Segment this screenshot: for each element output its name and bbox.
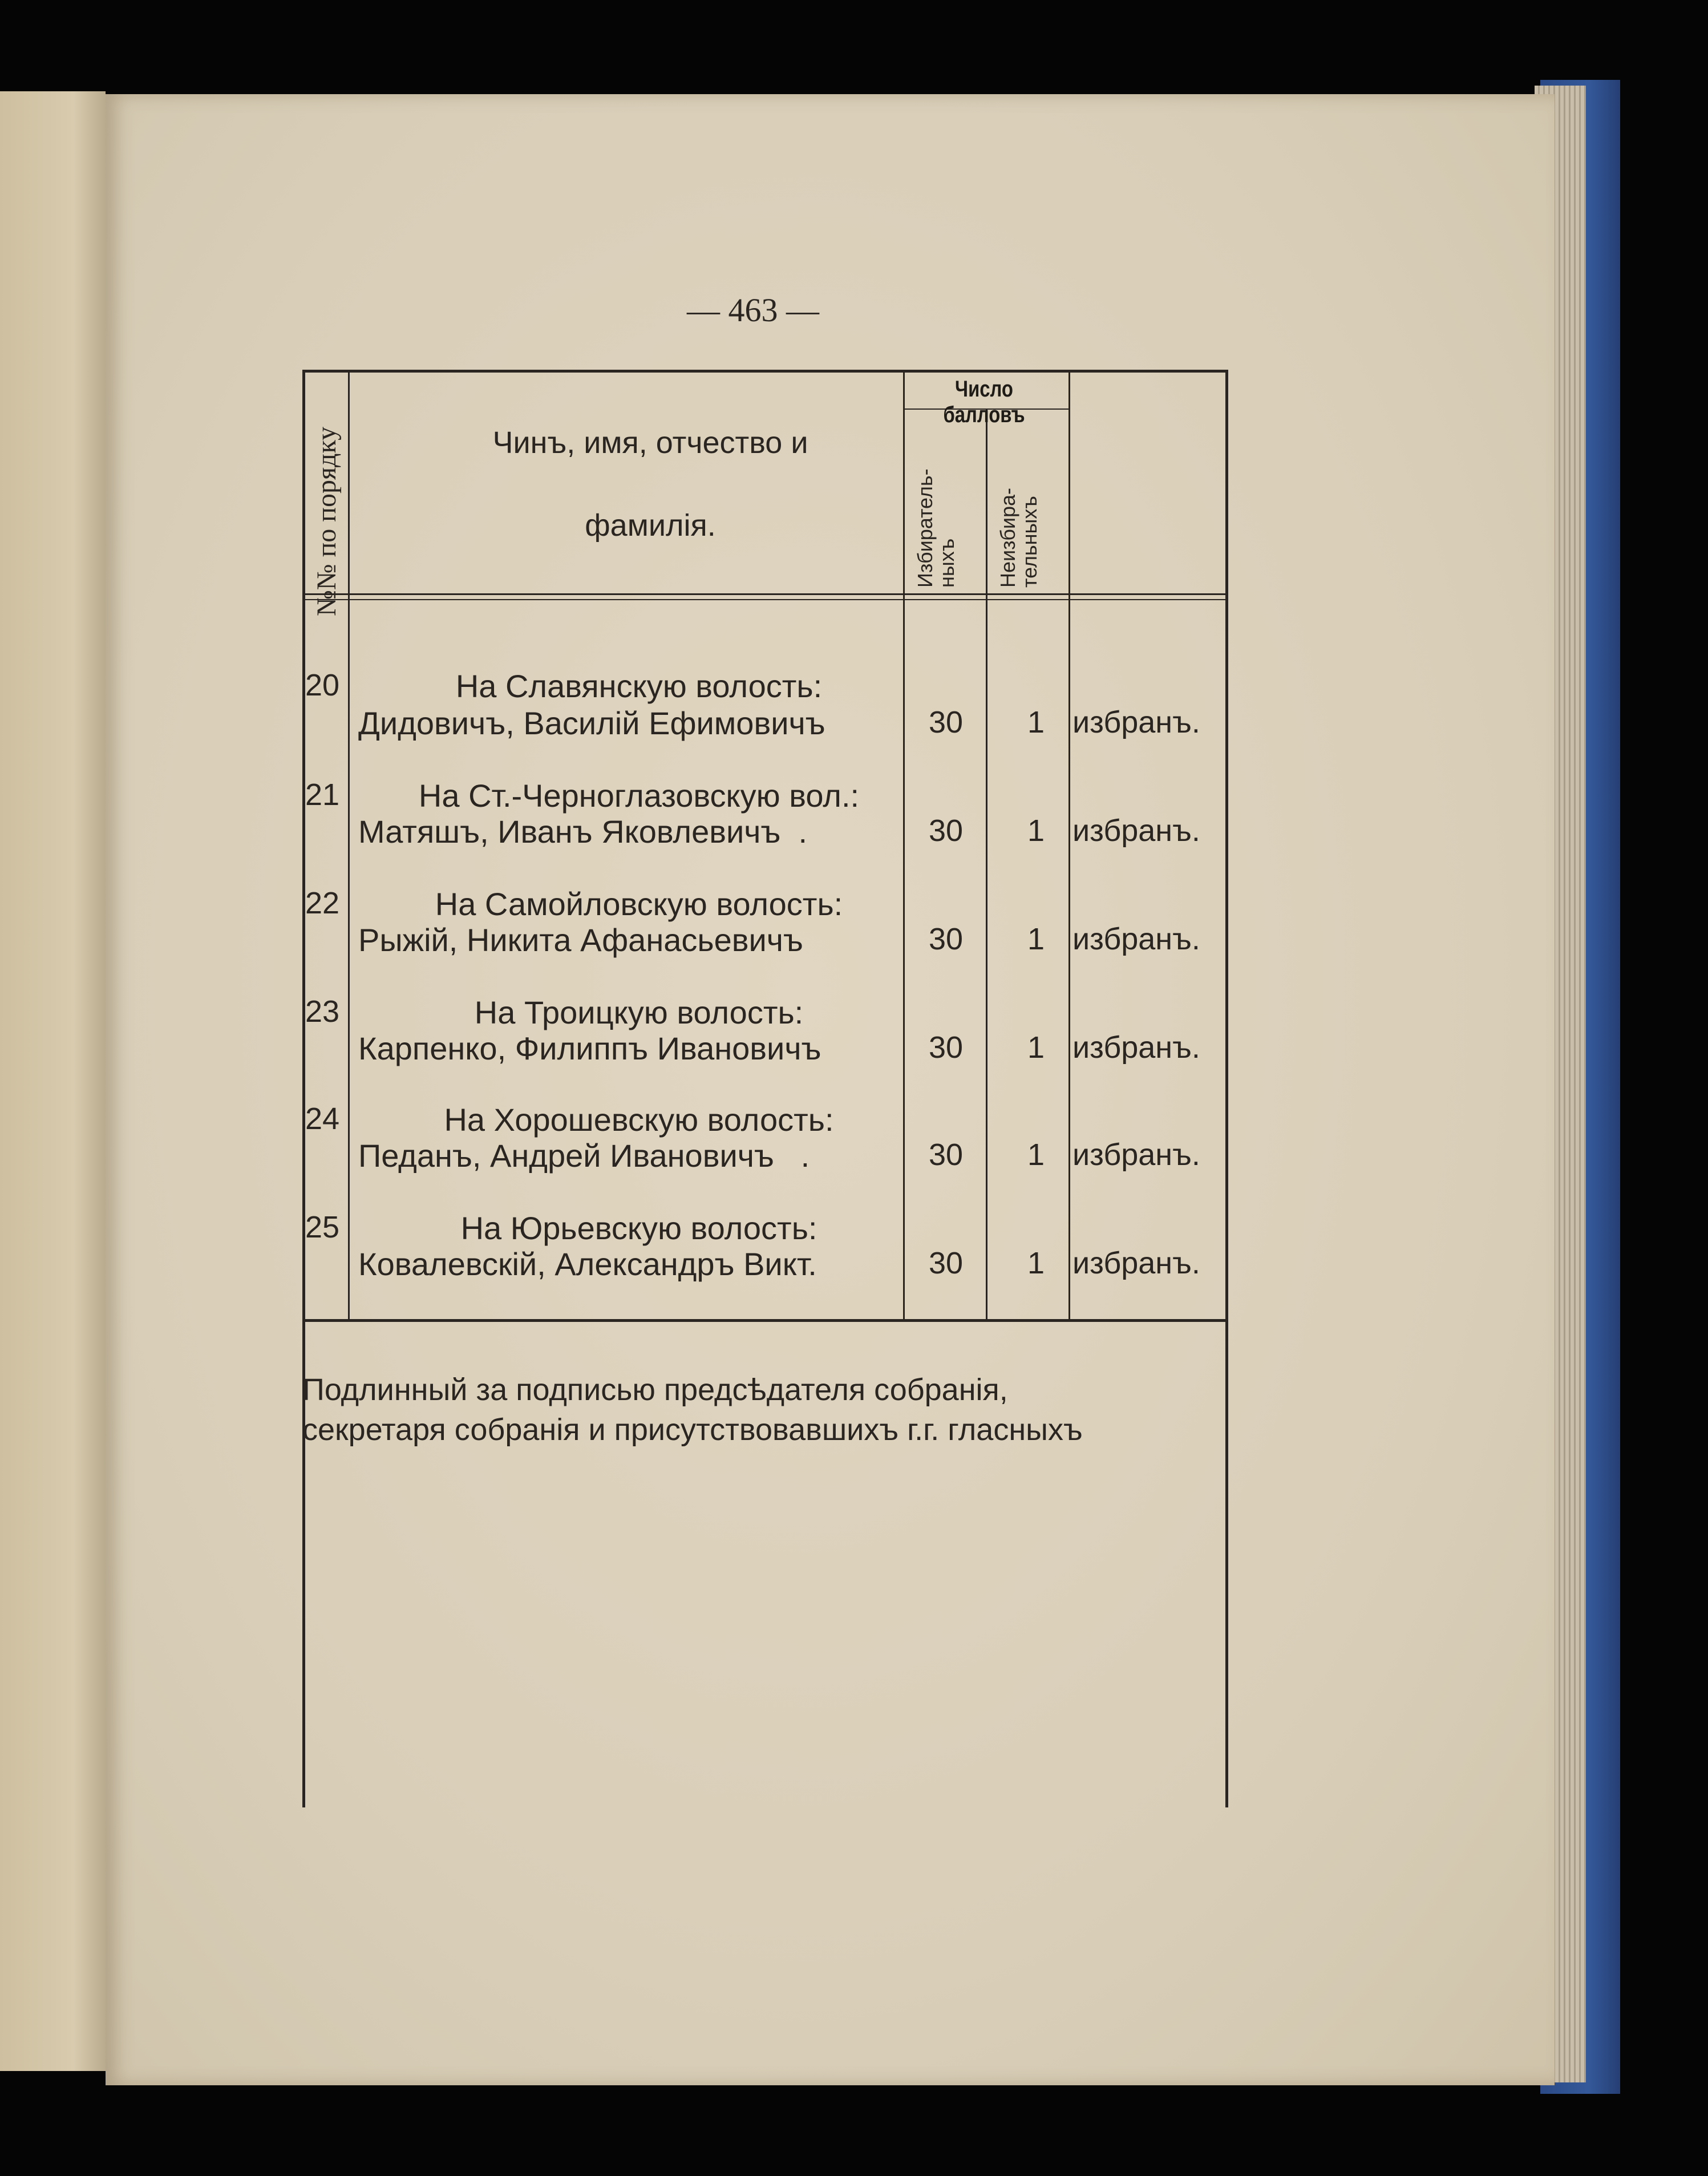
header-nonelectoral: Неизбира- тельныхъ	[996, 488, 1041, 588]
row-electoral: 30	[928, 814, 964, 848]
page-number: — 463 —	[687, 292, 819, 329]
row-electoral: 30	[928, 1138, 964, 1172]
row-nonelectoral: 1	[1027, 1246, 1045, 1280]
row-district: На Славянскую волость:	[455, 668, 823, 704]
row-district: На Хорошевскую волость:	[444, 1102, 834, 1138]
row-person: Матяшъ, Иванъ Яковлевичъ .	[358, 814, 808, 850]
col-divider-3	[986, 410, 987, 1321]
row-number: 24	[305, 1102, 340, 1136]
row-result: избранъ.	[1072, 922, 1200, 956]
row-nonelectoral: 1	[1027, 1030, 1045, 1065]
row-district: На Ст.-Черноглазовскую вол.:	[418, 778, 860, 814]
row-result: избранъ.	[1072, 1246, 1200, 1280]
footer-line2: секретаря собранія и присутствовавшихъ г.г. гласныхъ	[302, 1413, 1083, 1447]
row-nonelectoral: 1	[1027, 922, 1045, 956]
header-points-group: Число балловъ	[943, 377, 1025, 427]
header-name-line2: фамилія.	[585, 508, 716, 543]
header-row-number	[311, 575, 345, 616]
row-person: Ковалевскій, Александръ Викт.	[358, 1246, 817, 1282]
row-district: На Самойловскую волость:	[435, 886, 843, 922]
row-number: 20	[305, 668, 340, 702]
header-bottom-rule-2	[302, 599, 1228, 600]
row-number: 21	[305, 778, 340, 812]
left-page	[0, 91, 106, 2071]
table-bottom-rule	[302, 1319, 1228, 1322]
table-top-rule	[302, 370, 1228, 373]
row-number: 22	[305, 886, 340, 920]
row-nonelectoral: 1	[1027, 705, 1045, 739]
row-district: На Юрьевскую волость:	[460, 1210, 817, 1246]
row-person: Рыжій, Никита Афанасьевичъ	[358, 922, 803, 958]
row-person: Дидовичъ, Василій Ефимовичъ	[358, 705, 825, 741]
table-right-rule	[1225, 370, 1228, 1807]
row-number: 23	[305, 994, 340, 1029]
row-nonelectoral: 1	[1027, 814, 1045, 848]
header-electoral: Избиратель- ныхъ	[913, 468, 958, 588]
row-electoral: 30	[928, 705, 964, 739]
row-district: На Троицкую волость:	[474, 994, 804, 1030]
row-electoral: 30	[928, 1246, 964, 1280]
row-person: Карпенко, Филиппъ Ивановичъ	[358, 1030, 821, 1066]
row-result: избранъ.	[1072, 705, 1200, 739]
book-page	[106, 94, 1555, 2085]
footer-line1: Подлинный за подписью предсѣдателя собранія,	[302, 1373, 1008, 1407]
table-left-rule	[302, 370, 305, 1807]
row-result: избранъ.	[1072, 814, 1200, 848]
header-name-line1: Чинъ, имя, отчество и	[492, 426, 808, 460]
row-electoral: 30	[928, 922, 964, 956]
header-bottom-rule	[302, 593, 1228, 595]
row-result: избранъ.	[1072, 1138, 1200, 1172]
row-result: избранъ.	[1072, 1030, 1200, 1065]
row-person: Педанъ, Андрей Ивановичъ .	[358, 1138, 810, 1174]
row-number: 25	[305, 1210, 340, 1244]
row-nonelectoral: 1	[1027, 1138, 1045, 1172]
row-electoral: 30	[928, 1030, 964, 1065]
col-divider-1	[348, 370, 350, 1321]
